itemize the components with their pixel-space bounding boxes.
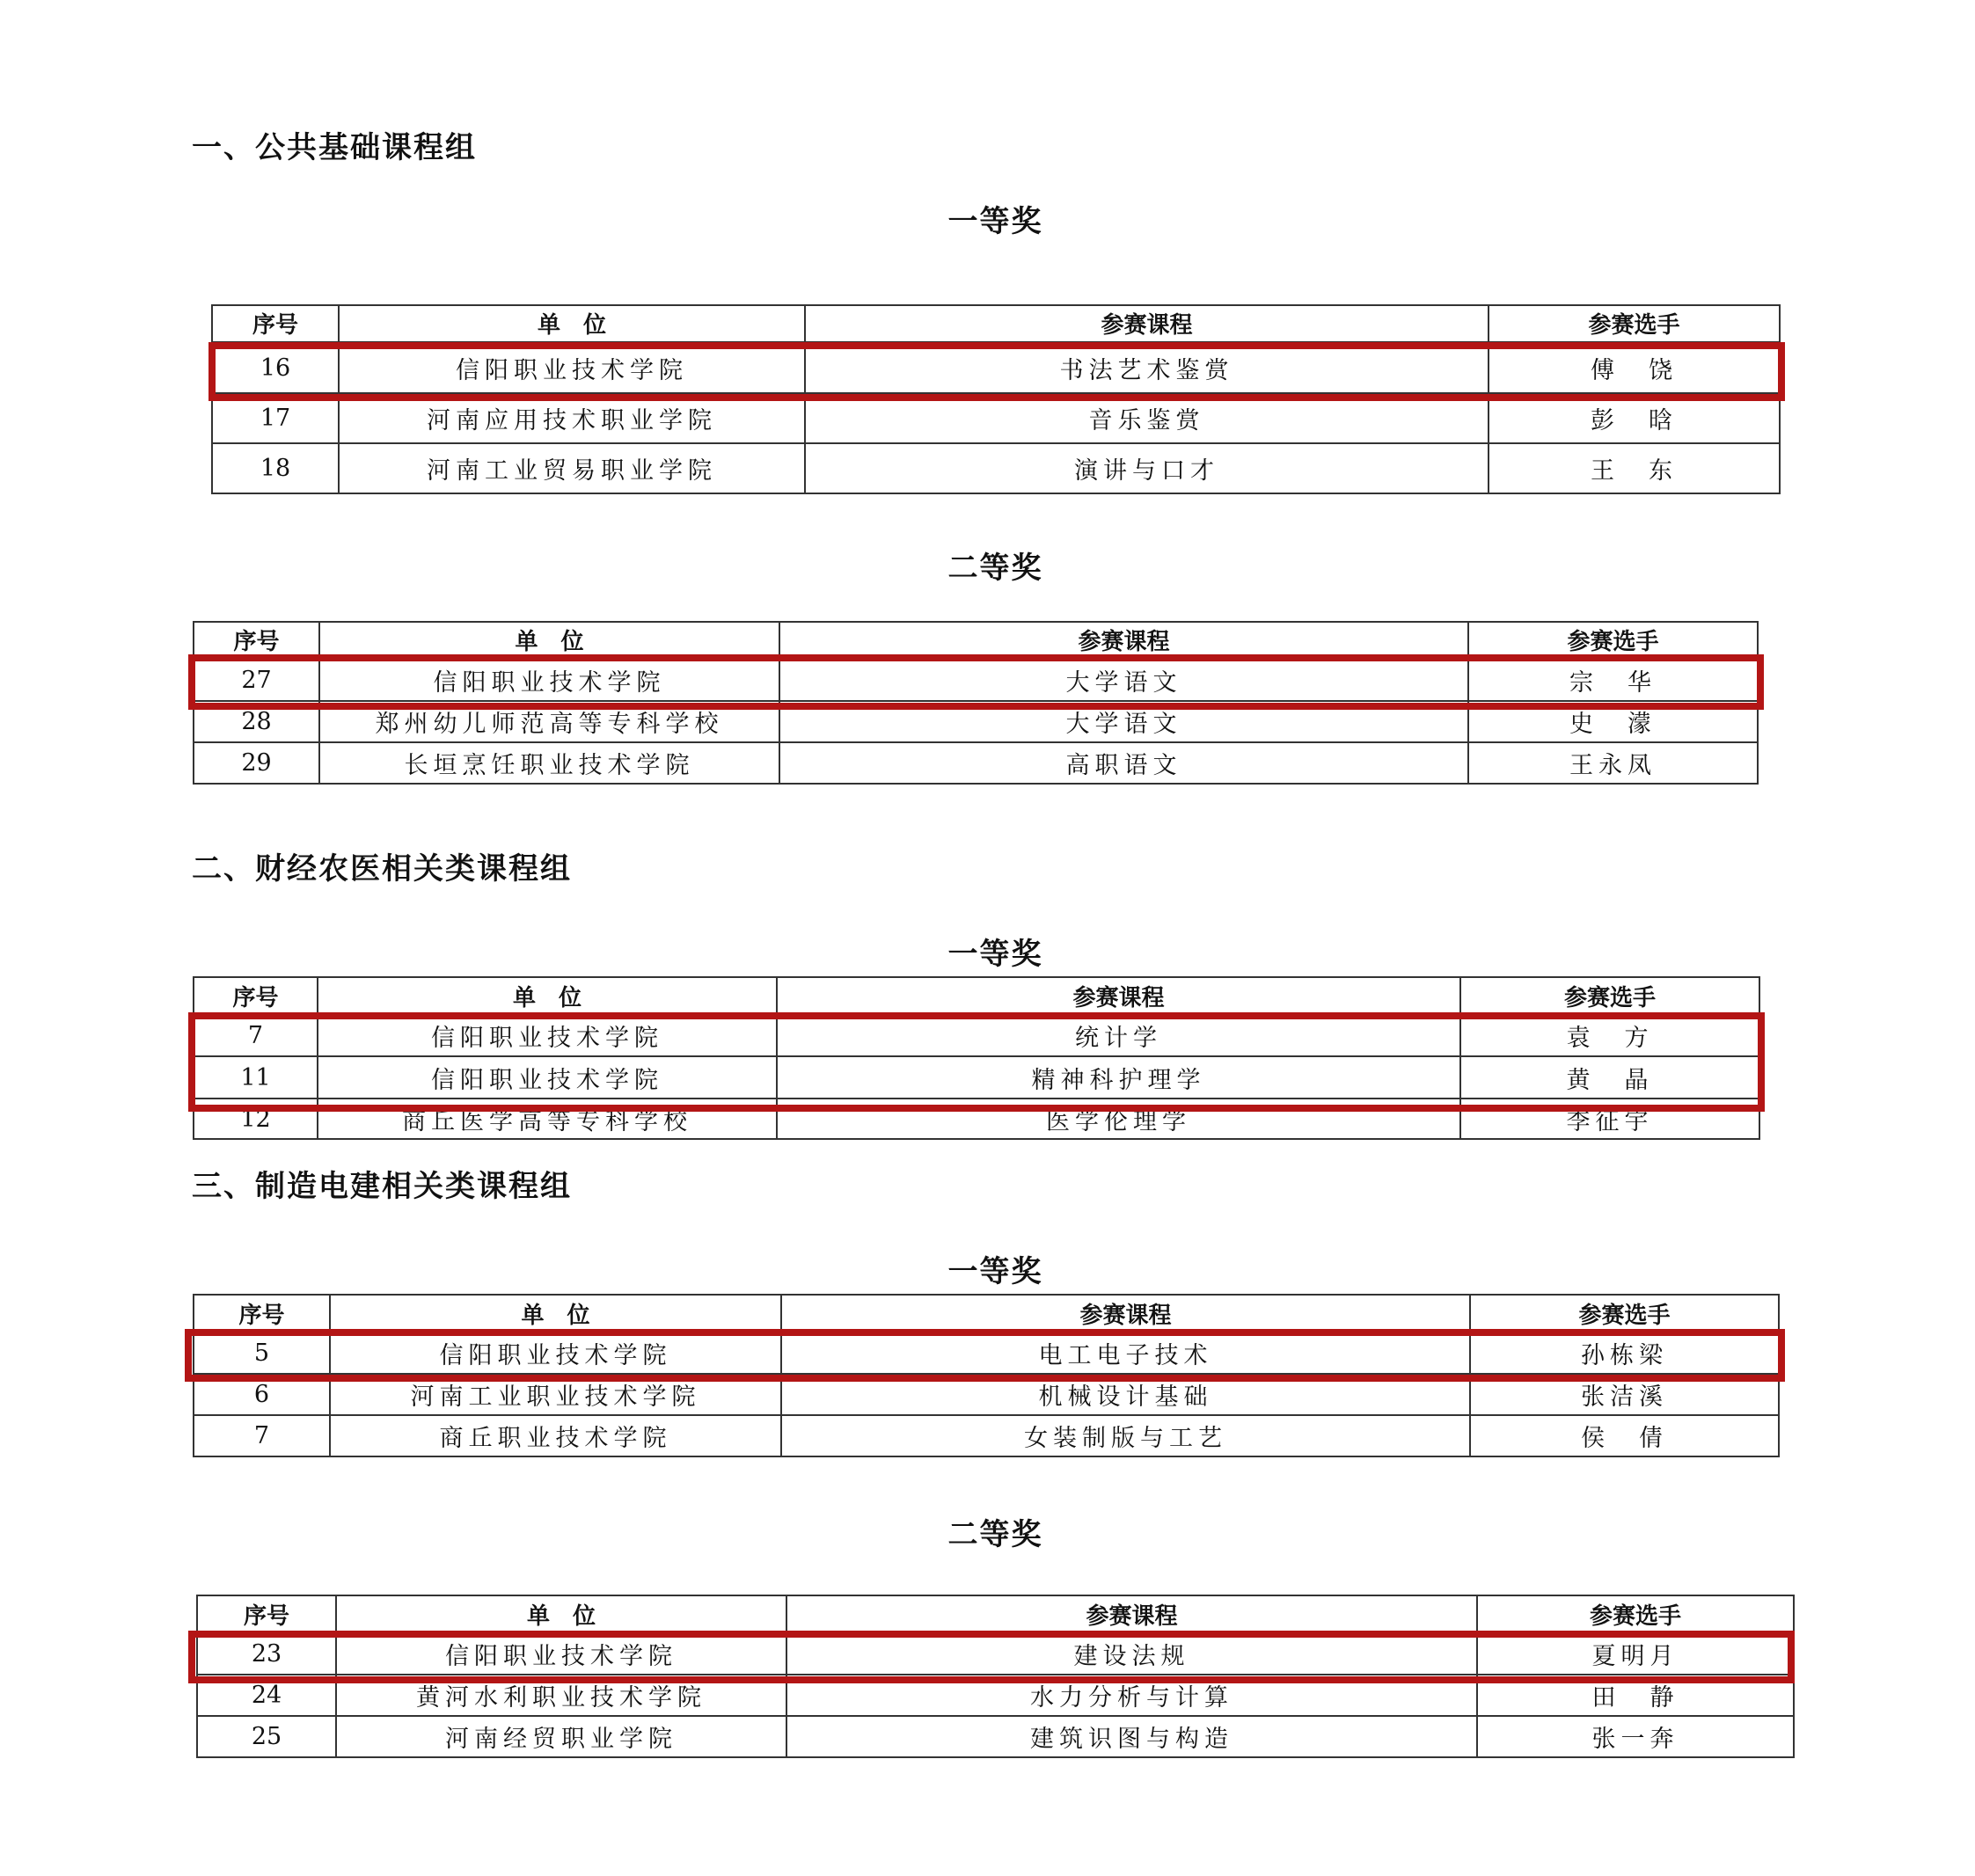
header-course: 参赛课程: [781, 1295, 1470, 1332]
table-header-row: [194, 622, 1758, 659]
cell-contestant: 彭 晗: [1489, 393, 1780, 443]
header-index: 序号: [197, 1595, 336, 1633]
cell-unit: 河南工业贸易职业学院: [339, 443, 805, 493]
cell-contestant: 李征宇: [1460, 1099, 1759, 1139]
header-unit: 单 位: [330, 1295, 781, 1332]
table-row: [194, 1374, 1779, 1415]
award-heading-second-prize: 二等奖: [947, 551, 1043, 586]
cell-course: 统计学: [777, 1015, 1460, 1056]
cell-unit: 河南经贸职业学院: [336, 1716, 786, 1757]
cell-course: 精神科护理学: [777, 1056, 1460, 1099]
table-header-row: [194, 1295, 1779, 1332]
award-heading-first-prize: 一等奖: [947, 1254, 1043, 1289]
cell-course: 建筑识图与构造: [786, 1716, 1477, 1757]
header-course: 参赛课程: [805, 305, 1489, 342]
cell-course: 水力分析与计算: [786, 1675, 1477, 1716]
cell-unit: 河南应用技术职业学院: [339, 393, 805, 443]
cell-index: 29: [194, 742, 319, 784]
cell-unit: 商丘医学高等专科学校: [318, 1099, 777, 1139]
award-table: [193, 976, 1760, 1140]
cell-course: 大学语文: [779, 659, 1468, 701]
award-table: [211, 304, 1781, 494]
header-contestant: 参赛选手: [1460, 977, 1759, 1015]
cell-contestant: 张洁溪: [1470, 1374, 1779, 1415]
table-row: [212, 342, 1780, 393]
award-heading-first-prize: 一等奖: [947, 937, 1043, 972]
cell-course: 书法艺术鉴赏: [805, 342, 1489, 393]
table-row: [194, 1332, 1779, 1374]
cell-course: 高职语文: [779, 742, 1468, 784]
header-contestant: 参赛选手: [1470, 1295, 1779, 1332]
header-unit: 单 位: [339, 305, 805, 342]
cell-index: 11: [194, 1056, 318, 1099]
cell-index: 5: [194, 1332, 330, 1374]
table-header-row: [212, 305, 1780, 342]
cell-contestant: 宗 华: [1468, 659, 1758, 701]
award-table: [196, 1595, 1795, 1758]
table-row: [194, 1056, 1759, 1099]
table-row: [212, 393, 1780, 443]
header-contestant: 参赛选手: [1489, 305, 1780, 342]
header-index: 序号: [194, 977, 318, 1015]
cell-unit: 信阳职业技术学院: [339, 342, 805, 393]
cell-contestant: 张一奔: [1477, 1716, 1794, 1757]
table-row: [212, 443, 1780, 493]
table-row: [194, 701, 1758, 742]
cell-unit: 信阳职业技术学院: [330, 1332, 781, 1374]
cell-index: 7: [194, 1015, 318, 1056]
cell-index: 6: [194, 1374, 330, 1415]
cell-course: 建设法规: [786, 1633, 1477, 1675]
cell-index: 24: [197, 1675, 336, 1716]
cell-course: 女装制版与工艺: [781, 1415, 1470, 1456]
header-course: 参赛课程: [777, 977, 1460, 1015]
table-row: [197, 1675, 1794, 1716]
cell-unit: 河南工业职业技术学院: [330, 1374, 781, 1415]
table-row: [197, 1633, 1794, 1675]
cell-course: 大学语文: [779, 701, 1468, 742]
cell-index: 12: [194, 1099, 318, 1139]
header-unit: 单 位: [336, 1595, 786, 1633]
header-course: 参赛课程: [779, 622, 1468, 659]
header-unit: 单 位: [318, 977, 777, 1015]
award-heading-second-prize: 二等奖: [947, 1517, 1043, 1552]
cell-index: 23: [197, 1633, 336, 1675]
table-row: [197, 1716, 1794, 1757]
cell-contestant: 夏明月: [1477, 1633, 1794, 1675]
cell-unit: 信阳职业技术学院: [319, 659, 779, 701]
cell-unit: 郑州幼儿师范高等专科学校: [319, 701, 779, 742]
header-contestant: 参赛选手: [1477, 1595, 1794, 1633]
header-index: 序号: [212, 305, 339, 342]
section-title-finance-agri-med: 二、财经农医相关类课程组: [192, 851, 572, 887]
header-course: 参赛课程: [786, 1595, 1477, 1633]
section-title-manufacturing: 三、制造电建相关类课程组: [192, 1169, 572, 1204]
cell-contestant: 孙栋梁: [1470, 1332, 1779, 1374]
header-index: 序号: [194, 622, 319, 659]
cell-contestant: 傅 饶: [1489, 342, 1780, 393]
cell-index: 16: [212, 342, 339, 393]
section-title-public-basic: 一、公共基础课程组: [192, 130, 477, 165]
cell-course: 电工电子技术: [781, 1332, 1470, 1374]
cell-course: 音乐鉴赏: [805, 393, 1489, 443]
cell-unit: 信阳职业技术学院: [318, 1015, 777, 1056]
cell-index: 27: [194, 659, 319, 701]
table-row: [194, 1099, 1759, 1139]
cell-course: 演讲与口才: [805, 443, 1489, 493]
cell-contestant: 史 濛: [1468, 701, 1758, 742]
cell-contestant: 侯 倩: [1470, 1415, 1779, 1456]
award-table: [193, 1294, 1780, 1457]
table-row: [194, 742, 1758, 784]
cell-unit: 商丘职业技术学院: [330, 1415, 781, 1456]
table-row: [194, 659, 1758, 701]
header-contestant: 参赛选手: [1468, 622, 1758, 659]
cell-index: 25: [197, 1716, 336, 1757]
table-header-row: [197, 1595, 1794, 1633]
cell-unit: 信阳职业技术学院: [318, 1056, 777, 1099]
table-header-row: [194, 977, 1759, 1015]
cell-course: 机械设计基础: [781, 1374, 1470, 1415]
cell-index: 7: [194, 1415, 330, 1456]
cell-unit: 黄河水利职业技术学院: [336, 1675, 786, 1716]
table-row: [194, 1015, 1759, 1056]
cell-contestant: 田 静: [1477, 1675, 1794, 1716]
cell-contestant: 黄 晶: [1460, 1056, 1759, 1099]
cell-course: 医学伦理学: [777, 1099, 1460, 1139]
table-row: [194, 1415, 1779, 1456]
award-table: [193, 621, 1759, 785]
header-index: 序号: [194, 1295, 330, 1332]
cell-contestant: 王永凤: [1468, 742, 1758, 784]
cell-unit: 长垣烹饪职业技术学院: [319, 742, 779, 784]
cell-index: 28: [194, 701, 319, 742]
header-unit: 单 位: [319, 622, 779, 659]
cell-unit: 信阳职业技术学院: [336, 1633, 786, 1675]
cell-index: 17: [212, 393, 339, 443]
cell-contestant: 袁 方: [1460, 1015, 1759, 1056]
cell-index: 18: [212, 443, 339, 493]
cell-contestant: 王 东: [1489, 443, 1780, 493]
award-heading-first-prize: 一等奖: [947, 204, 1043, 239]
